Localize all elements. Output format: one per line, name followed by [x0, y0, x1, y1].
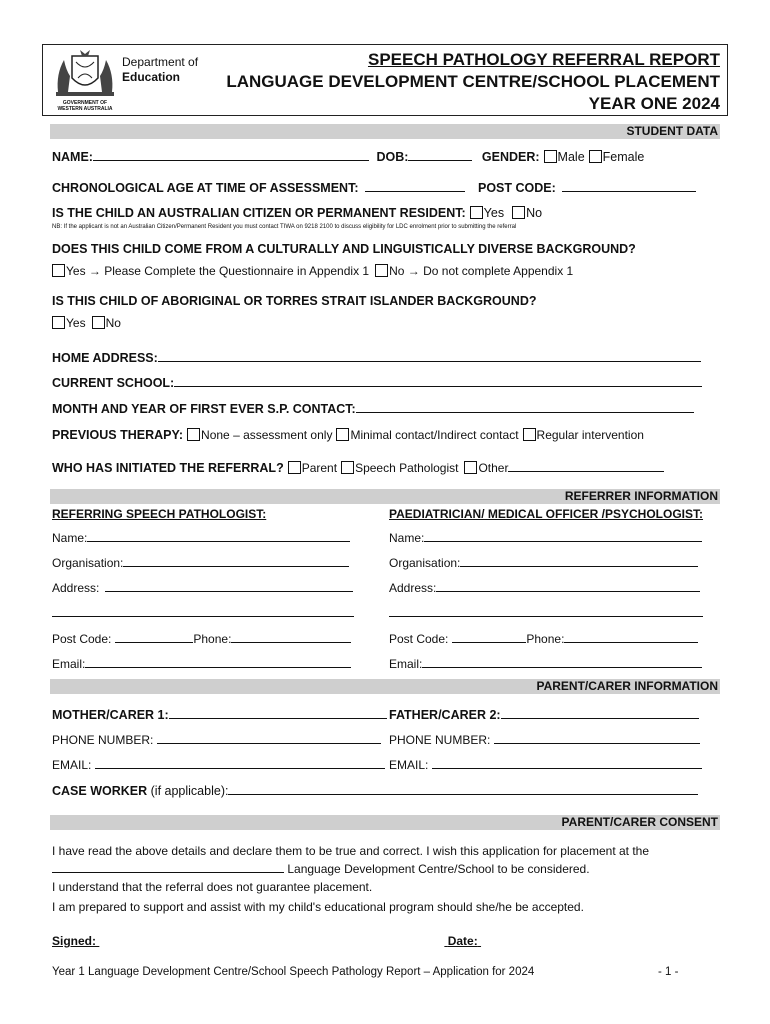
department-line1: Department of	[122, 55, 199, 69]
therapy-regular-checkbox[interactable]	[523, 428, 536, 441]
section-title: STUDENT DATA	[626, 124, 718, 138]
med-phone-field[interactable]	[564, 631, 698, 643]
sp-email-label: Email:	[52, 657, 86, 671]
init-parent-label: Parent	[301, 461, 338, 475]
med-email-label: Email:	[389, 657, 423, 671]
sp-postcode-label: Post Code:	[52, 632, 112, 646]
section-parent	[50, 679, 720, 694]
cald-yes-checkbox[interactable]	[52, 264, 65, 277]
med-postcode-row	[389, 631, 698, 646]
section-title: REFERRER INFORMATION	[564, 489, 718, 503]
father-email-field[interactable]	[432, 757, 702, 769]
therapy-regular-label: Regular intervention	[536, 428, 644, 442]
section-referrer	[50, 489, 720, 504]
eligibility-note: NB: If the applicant is not an Australian Citizen/Permanent Resident you must contact TIWA on 9218 2100 to discuss eligibility for LDC enrolment prior to submitting the referral	[52, 224, 517, 230]
father-phone-field[interactable]	[494, 732, 700, 744]
sp-org-row	[52, 555, 349, 570]
name-field[interactable]	[93, 149, 369, 161]
signed-label: Signed:	[52, 934, 96, 948]
father-email-row	[389, 757, 702, 772]
current-school-row	[52, 375, 702, 390]
initiated-label: WHO HAS INITIATED THE REFERRAL?	[52, 461, 284, 475]
father-label: FATHER/CARER 2:	[389, 708, 501, 722]
postcode-label: POST CODE:	[477, 181, 556, 195]
mother-field[interactable]	[169, 707, 387, 719]
init-parent-checkbox[interactable]	[288, 461, 301, 474]
med-address-field[interactable]	[436, 580, 700, 592]
female-checkbox[interactable]	[589, 150, 602, 163]
sp-address-line2[interactable]	[52, 616, 354, 617]
atsi-no-label: No	[105, 316, 121, 330]
female-label: Female	[602, 150, 645, 164]
cald-no-checkbox[interactable]	[375, 264, 388, 277]
citizen-no-label: No	[526, 206, 543, 220]
med-org-label: Organisation:	[389, 556, 461, 570]
sp-address-field[interactable]	[105, 580, 353, 592]
sp-org-label: Organisation:	[52, 556, 124, 570]
home-address-label: HOME ADDRESS:	[52, 351, 158, 365]
cald-no-label: No → Do not complete Appendix 1	[389, 264, 574, 278]
med-org-field[interactable]	[460, 555, 698, 567]
sp-address-label: Address:	[52, 581, 100, 595]
med-name-field[interactable]	[424, 530, 702, 542]
first-contact-row	[52, 401, 694, 416]
mother-phone-label: PHONE NUMBER:	[52, 733, 154, 747]
sp-phone-field[interactable]	[231, 631, 351, 643]
gov-line2: WESTERN AUSTRALIA	[57, 106, 113, 112]
page-number: - 1 -	[658, 966, 679, 978]
title-sub: LANGUAGE DEVELOPMENT CENTRE/SCHOOL PLACEMENT	[226, 72, 720, 91]
sp-postcode-field[interactable]	[115, 631, 193, 643]
consent-centre-field[interactable]	[52, 861, 284, 873]
therapy-minimal-checkbox[interactable]	[336, 428, 349, 441]
age-row	[52, 180, 696, 195]
med-address-line2[interactable]	[389, 616, 703, 617]
father-phone-row	[389, 732, 700, 747]
home-address-row	[52, 350, 701, 365]
med-name-row	[389, 530, 702, 545]
department-name	[122, 55, 198, 85]
gov-line1: GOVERNMENT OF	[62, 100, 108, 106]
init-sp-checkbox[interactable]	[341, 461, 354, 474]
init-sp-label: Speech Pathologist	[355, 461, 459, 475]
current-school-label: CURRENT SCHOOL:	[52, 376, 175, 390]
initiated-row	[52, 460, 664, 475]
sp-email-field[interactable]	[85, 656, 351, 668]
mother-email-row	[52, 757, 385, 772]
referrer-medical-heading: PAEDIATRICIAN/ MEDICAL OFFICER /PSYCHOLOGIST:	[389, 507, 704, 521]
therapy-none-label: None – assessment only	[201, 428, 333, 442]
first-contact-field[interactable]	[356, 401, 694, 413]
med-name-label: Name:	[389, 531, 425, 545]
date-label: Date:	[447, 934, 478, 948]
sp-postcode-row	[52, 631, 351, 646]
age-label: CHRONOLOGICAL AGE AT TIME OF ASSESSMENT:	[52, 181, 359, 195]
dob-label: DOB:	[376, 150, 409, 164]
atsi-options	[48, 316, 121, 330]
cald-yes-label: Yes → Please Complete the Questionnaire in Appendix 1	[66, 264, 370, 278]
sp-phone-label: Phone:	[193, 632, 232, 646]
consent-line2-row	[52, 861, 590, 876]
department-line2: Education	[122, 70, 181, 84]
med-postcode-label: Post Code:	[389, 632, 449, 646]
name-row	[52, 149, 644, 164]
title-main: SPEECH PATHOLOGY REFERRAL REPORT	[367, 50, 720, 69]
postcode-field[interactable]	[562, 180, 696, 192]
home-address-field[interactable]	[158, 350, 701, 362]
name-label: NAME:	[52, 150, 93, 164]
med-email-row	[389, 656, 702, 671]
med-email-field[interactable]	[422, 656, 702, 668]
first-contact-label: MONTH AND YEAR OF FIRST EVER S.P. CONTACT:	[52, 402, 356, 416]
mother-phone-row	[52, 732, 381, 747]
sp-name-label: Name:	[52, 531, 88, 545]
atsi-question: IS THIS CHILD OF ABORIGINAL OR TORRES STRAIT ISLANDER BACKGROUND?	[52, 294, 537, 308]
signed-field[interactable]	[99, 934, 444, 948]
mother-label: MOTHER/CARER 1:	[52, 708, 169, 722]
citizen-row	[52, 206, 542, 220]
mother-email-label: EMAIL:	[52, 758, 92, 772]
father-email-label: EMAIL:	[389, 758, 429, 772]
citizen-no-checkbox[interactable]	[512, 206, 525, 219]
therapy-label: PREVIOUS THERAPY:	[52, 428, 184, 442]
coat-of-arms-logo	[50, 48, 120, 100]
male-label: Male	[557, 150, 585, 164]
referrer-sp-heading: REFERRING SPEECH PATHOLOGIST:	[52, 507, 267, 521]
consent-line4: I am prepared to support and assist with my child's educational program should she/he be accepted.	[52, 900, 584, 914]
age-field[interactable]	[365, 180, 465, 192]
sp-name-field[interactable]	[87, 530, 350, 542]
father-row	[389, 707, 699, 722]
case-worker-row	[52, 783, 698, 798]
sp-org-field[interactable]	[123, 555, 349, 567]
mother-phone-field[interactable]	[157, 732, 381, 744]
cald-question: DOES THIS CHILD COME FROM A CULTURALLY AND LINGUISTICALLY DIVERSE BACKGROUND?	[52, 242, 636, 256]
case-worker-note: (if applicable):	[150, 784, 229, 798]
male-checkbox[interactable]	[544, 150, 557, 163]
init-other-label: Other	[478, 461, 509, 475]
case-worker-field[interactable]	[228, 783, 698, 795]
atsi-yes-label: Yes	[66, 316, 86, 330]
footer-text: Year 1 Language Development Centre/School Speech Pathology Report – Application for 2024	[52, 966, 535, 978]
cald-options	[48, 264, 573, 278]
atsi-yes-checkbox[interactable]	[52, 316, 65, 329]
section-consent	[50, 815, 720, 830]
atsi-no-checkbox[interactable]	[92, 316, 105, 329]
case-worker-label: CASE WORKER	[52, 784, 148, 798]
section-title: PARENT/CARER INFORMATION	[536, 679, 718, 693]
med-postcode-field[interactable]	[452, 631, 526, 643]
consent-line3: I understand that the referral does not guarantee placement.	[52, 880, 373, 894]
therapy-minimal-label: Minimal contact/Indirect contact	[350, 428, 519, 442]
government-label	[50, 100, 120, 112]
section-student-data	[50, 124, 720, 139]
sp-name-row	[52, 530, 350, 545]
citizen-label: IS THE CHILD AN AUSTRALIAN CITIZEN OR PERMANENT RESIDENT:	[52, 206, 466, 220]
med-address-label: Address:	[389, 581, 437, 595]
citizen-yes-label: Yes	[483, 206, 505, 220]
father-field[interactable]	[501, 707, 699, 719]
dob-field[interactable]	[408, 149, 472, 161]
sp-email-row	[52, 656, 351, 671]
med-org-row	[389, 555, 698, 570]
signature-row	[52, 934, 703, 948]
med-phone-label: Phone:	[526, 632, 565, 646]
init-other-field[interactable]	[508, 460, 664, 472]
consent-line1: I have read the above details and declare them to be true and correct. I wish this application for placement at the	[52, 844, 650, 858]
section-title: PARENT/CARER CONSENT	[561, 815, 718, 829]
date-field[interactable]	[481, 934, 703, 948]
gender-label: GENDER:	[481, 150, 540, 164]
therapy-row	[52, 428, 644, 442]
mother-row	[52, 707, 387, 722]
current-school-field[interactable]	[174, 375, 702, 387]
med-address-row	[389, 580, 700, 595]
title-year: YEAR ONE 2024	[588, 94, 720, 113]
citizen-yes-checkbox[interactable]	[470, 206, 483, 219]
init-other-checkbox[interactable]	[464, 461, 477, 474]
father-phone-label: PHONE NUMBER:	[389, 733, 491, 747]
consent-line2: Language Development Centre/School to be considered.	[287, 862, 590, 876]
mother-email-field[interactable]	[95, 757, 385, 769]
sp-address-row	[52, 580, 353, 595]
therapy-none-checkbox[interactable]	[187, 428, 200, 441]
